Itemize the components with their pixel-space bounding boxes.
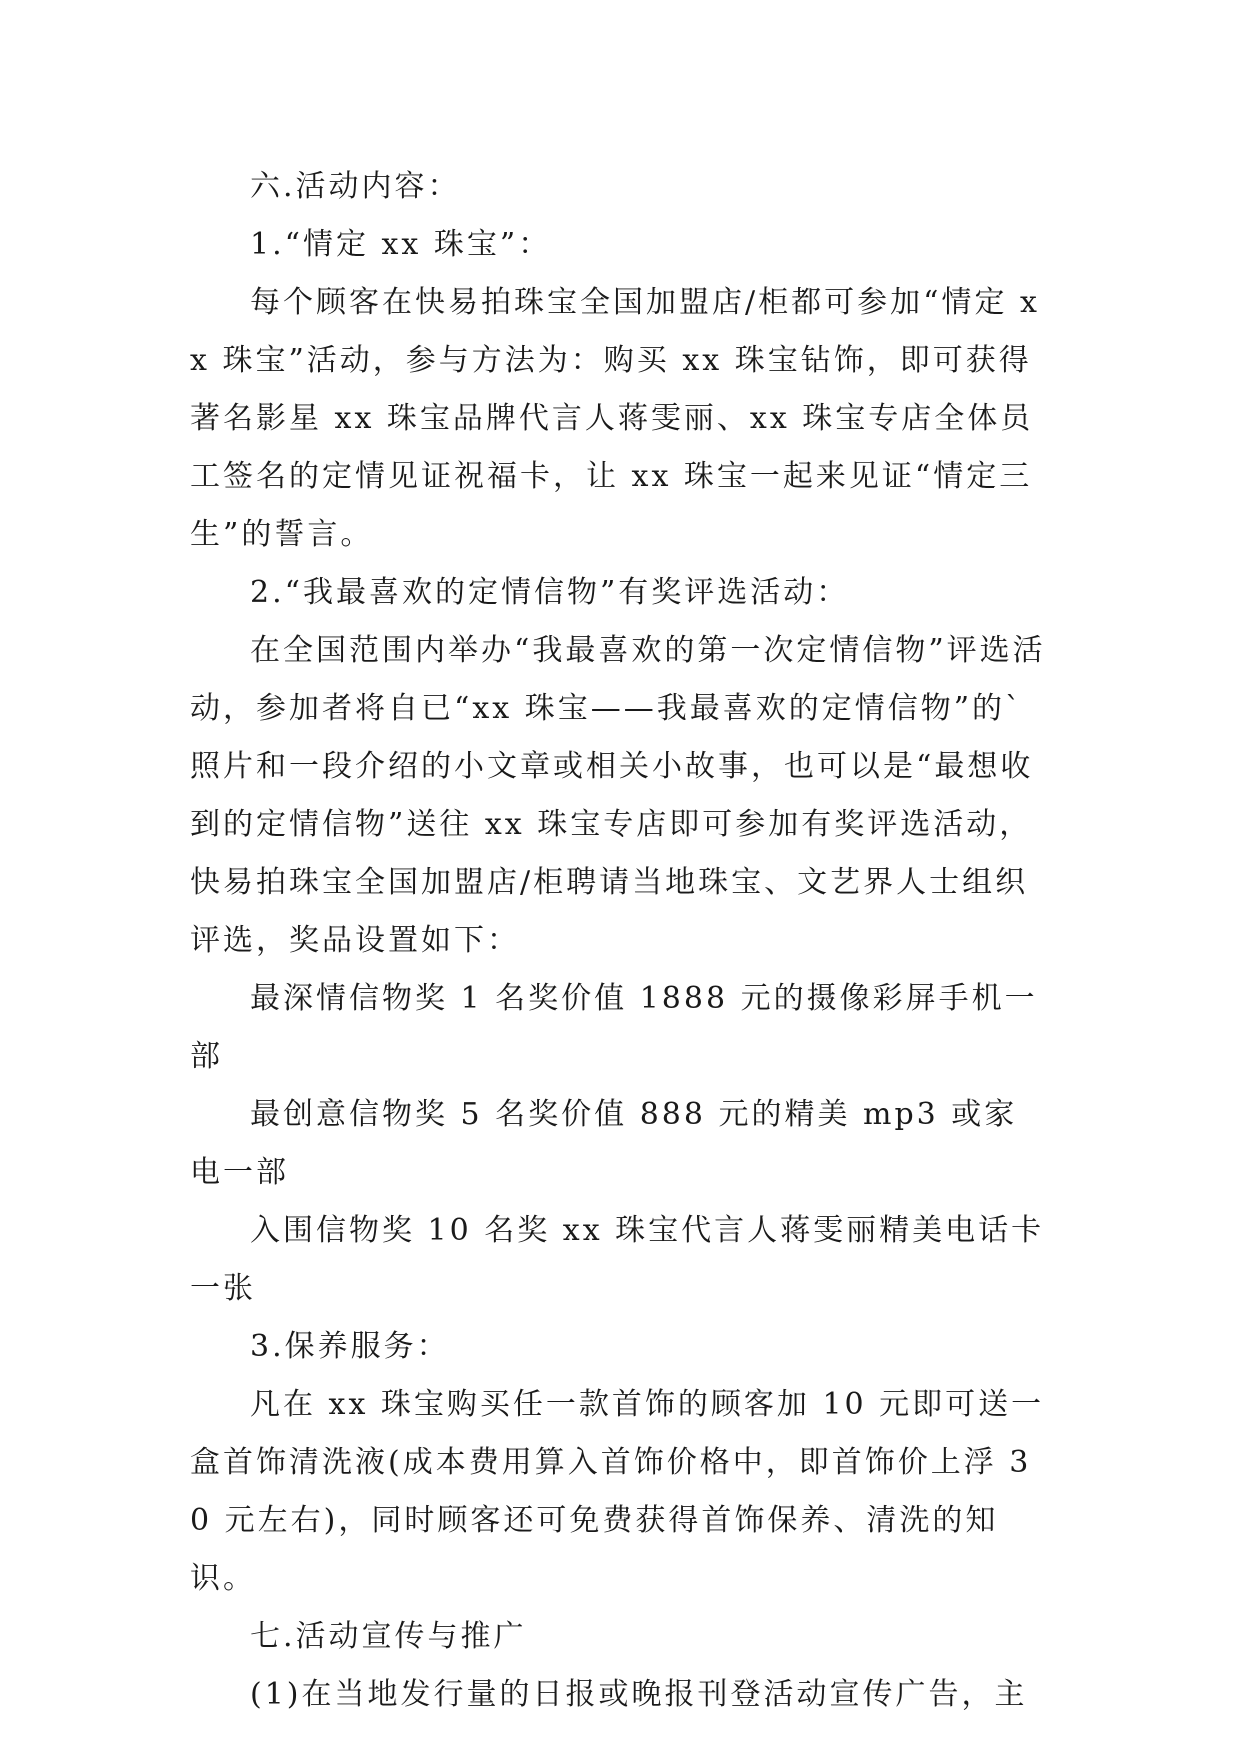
paragraph-item-1-description: 每个顾客在快易拍珠宝全国加盟店/柜都可参加“情定 xx 珠宝”活动，参与方法为：购买 xx 珠宝钻饰，即可获得著名影星 xx 珠宝品牌代言人蒋雯丽、xx 珠宝专店全体员工签名的定情见证祝福卡，让 xx 珠宝一起来见证“情定三生”的誓言。: [190, 285, 1040, 552]
subheading-item-1: 1.“情定 xx 珠宝”：: [250, 227, 552, 262]
section-heading-activity-content: 六.活动内容：: [250, 169, 461, 204]
prize-line-2: 最创意信物奖 5 名奖价值 888 元的精美 mp3 或家电一部: [190, 1097, 1018, 1190]
prize-line-1: 最深情信物奖 1 名奖价值 1888 元的摄像彩屏手机一部: [190, 981, 1038, 1074]
paragraph-item-3-description: 凡在 xx 珠宝购买任一款首饰的顾客加 10 元即可送一盒首饰清洗液(成本费用算入首饰价格中，即首饰价上浮 30 元左右)，同时顾客还可免费获得首饰保养、清洗的知识。: [190, 1387, 1045, 1596]
document-body: [190, 158, 1050, 1724]
paragraph-promotion-1: (1)在当地发行量的日报或晚报刊登活动宣传广告，主: [250, 1677, 1028, 1712]
subheading-item-3: 3.保养服务：: [250, 1329, 450, 1364]
prize-line-3: 入围信物奖 10 名奖 xx 珠宝代言人蒋雯丽精美电话卡一张: [190, 1213, 1045, 1306]
section-heading-promotion: 七.活动宣传与推广: [250, 1619, 527, 1654]
paragraph-item-2-description: 在全国范围内举办“我最喜欢的第一次定情信物”评选活动，参加者将自已“xx 珠宝——我最喜欢的定情信物”的`照片和一段介绍的小文章或相关小故事，也可以是“最想收到的定情信物”送往 xx 珠宝专店即可参加有奖评选活动，快易拍珠宝全国加盟店/柜聘请当地珠宝、文艺界人士组织评选，奖品设置如下：: [190, 633, 1046, 958]
subheading-item-2: 2.“我最喜欢的定情信物”有奖评选活动：: [250, 575, 850, 610]
